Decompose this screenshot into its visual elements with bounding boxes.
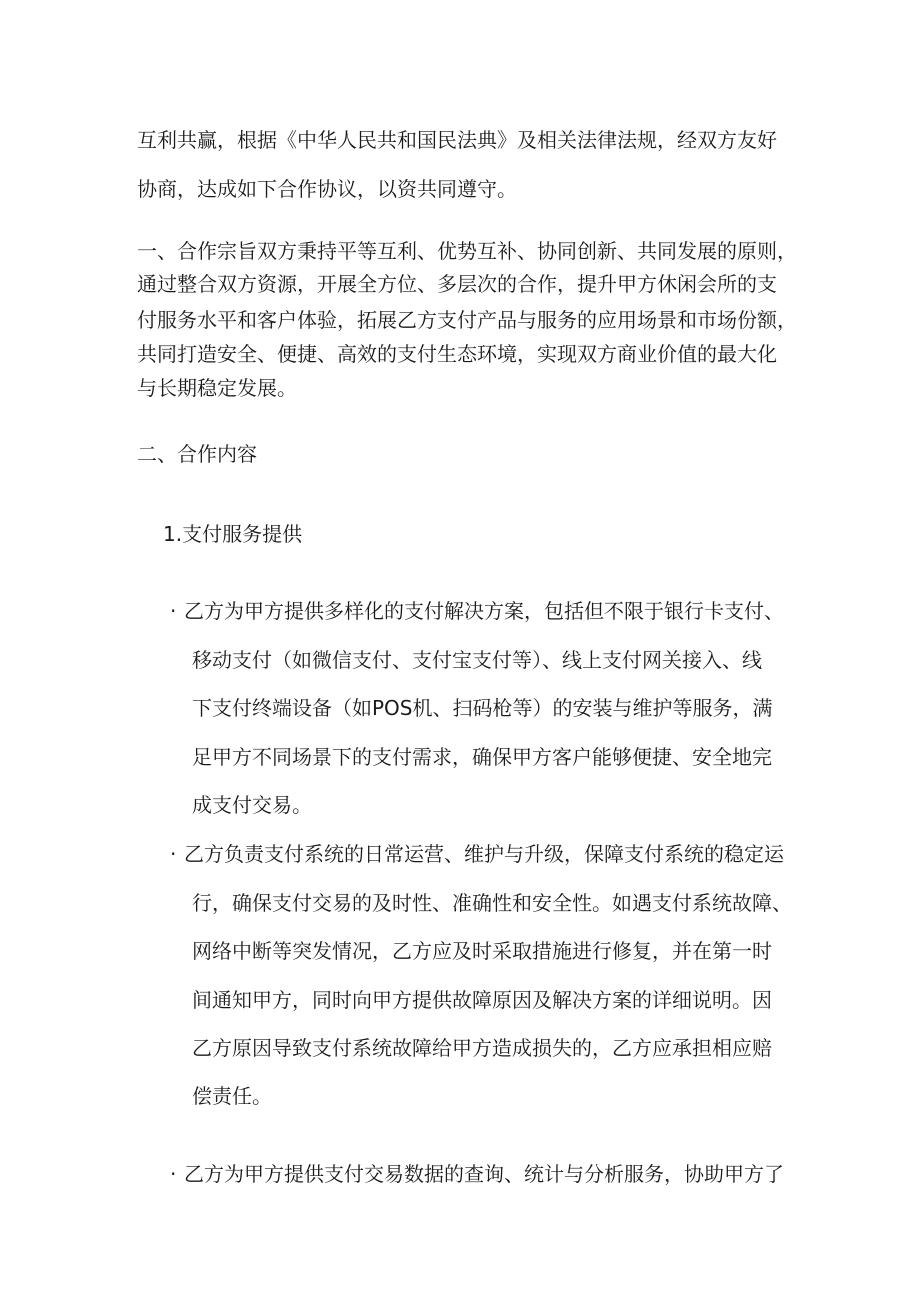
bullet-line: 偿责任。 (192, 1084, 272, 1108)
section2-title: 二、合作内容 (137, 442, 257, 466)
bullet-line: 移动支付（如微信支付、支付宝支付等）、线上支付网关接入、线 (192, 648, 762, 672)
section1-line: 与长期稳定发展。 (137, 376, 297, 400)
bullet-line: 行，确保支付交易的及时性、准确性和安全性。如遇支付系统故障、 (192, 891, 792, 915)
section1-line: 共同打造安全、便捷、高效的支付生态环境，实现双方商业价值的最大化 (137, 342, 777, 366)
section1-line: 付服务水平和客户体验，拓展乙方支付产品与服务的应用场景和市场份额， (137, 308, 797, 332)
bullet-text: 乙方为甲方提供多样化的支付解决方案，包括但不限于银行卡支付、 (184, 599, 784, 623)
bullet-item (170, 595, 784, 624)
bullet-line: 成支付交易。 (192, 793, 312, 817)
bullet-line: 乙方原因导致支付系统故障给甲方造成损失的，乙方应承担相应赔 (192, 1036, 772, 1060)
bullet-text: 乙方为甲方提供支付交易数据的查询、统计与分析服务，协助甲方了 (184, 1162, 784, 1186)
subsection-title: 1.支付服务提供 (163, 522, 303, 546)
bullet-dot: · (170, 842, 177, 866)
bullet-dot: · (170, 1162, 177, 1186)
section1-line: 一、合作宗旨双方秉持平等互利、优势互补、协同创新、共同发展的原则， (137, 239, 797, 263)
intro-line: 互利共赢，根据《中华人民共和国民法典》及相关法律法规，经双方友好 (137, 128, 777, 152)
bullet-text: 乙方负责支付系统的日常运营、维护与升级，保障支付系统的稳定运 (184, 842, 784, 866)
bullet-item (170, 1158, 784, 1187)
bullet-line: 间通知甲方，同时向甲方提供故障原因及解决方案的详细说明。因 (192, 988, 772, 1012)
intro-line: 协商，达成如下合作协议，以资共同遵守。 (137, 177, 517, 201)
bullet-dot: · (170, 599, 177, 623)
bullet-item (170, 838, 784, 867)
section1-line: 通过整合双方资源，开展全方位、多层次的合作，提升甲方休闲会所的支 (137, 272, 777, 296)
bullet-line: 足甲方不同场景下的支付需求，确保甲方客户能够便捷、安全地完 (192, 745, 772, 769)
bullet-line: 网络中断等突发情况，乙方应及时采取措施进行修复，并在第一时 (192, 939, 772, 963)
bullet-line: 下支付终端设备（如POS机、扫码枪等）的安装与维护等服务，满 (192, 696, 773, 720)
